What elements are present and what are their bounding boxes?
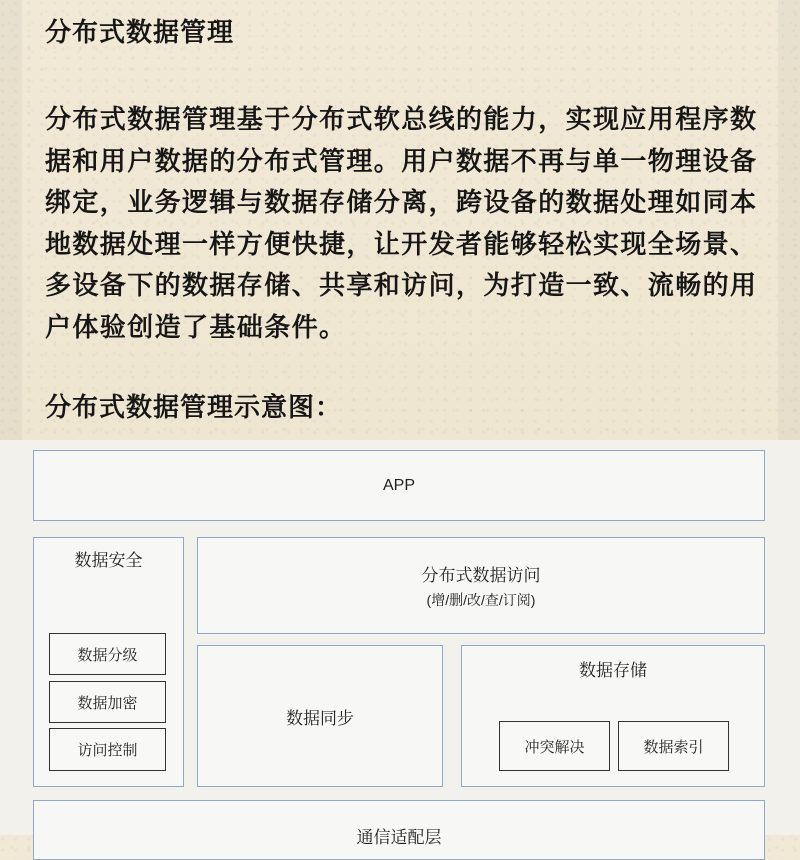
architecture-diagram	[0, 440, 800, 847]
conflict-resolution-box: 冲突解决	[499, 721, 610, 771]
diagram-title: 分布式数据管理示意图：	[45, 393, 343, 423]
comm-adapter-layer	[33, 800, 765, 860]
page-title: 分布式数据管理	[45, 18, 235, 48]
distributed-access-sub: (增/删/改/查/订阅)	[426, 592, 536, 608]
description-paragraph: 分布式数据管理基于分布式软总线的能力，实现应用程序数据和用户数据的分布式管理。用户数据不再与单一物理设备绑定，业务逻辑与数据存储分离，跨设备的数据处理如同本地数据处理一样方便快捷，让开发者能够轻松实现全场景、多设备下的数据存储、共享和访问，为打造一致、流畅的用户体验创造了基础条件。	[45, 105, 758, 343]
data-encryption-box: 数据加密	[49, 681, 166, 723]
data-sync-label: 数据同步	[286, 708, 354, 728]
data-index-box: 数据索引	[618, 721, 729, 771]
data-sync-block	[197, 645, 443, 787]
distributed-access-block	[197, 537, 765, 634]
access-control-box: 访问控制	[49, 728, 166, 771]
app-label: APP	[382, 476, 415, 494]
data-classification-box: 数据分级	[49, 633, 166, 675]
distributed-access-label: 分布式数据访问	[421, 566, 541, 585]
data-security-label: 数据安全	[74, 551, 143, 570]
data-storage-label: 数据存储	[579, 661, 647, 680]
app-layer	[33, 450, 765, 521]
comm-adapter-label: 通信适配层	[356, 828, 442, 847]
